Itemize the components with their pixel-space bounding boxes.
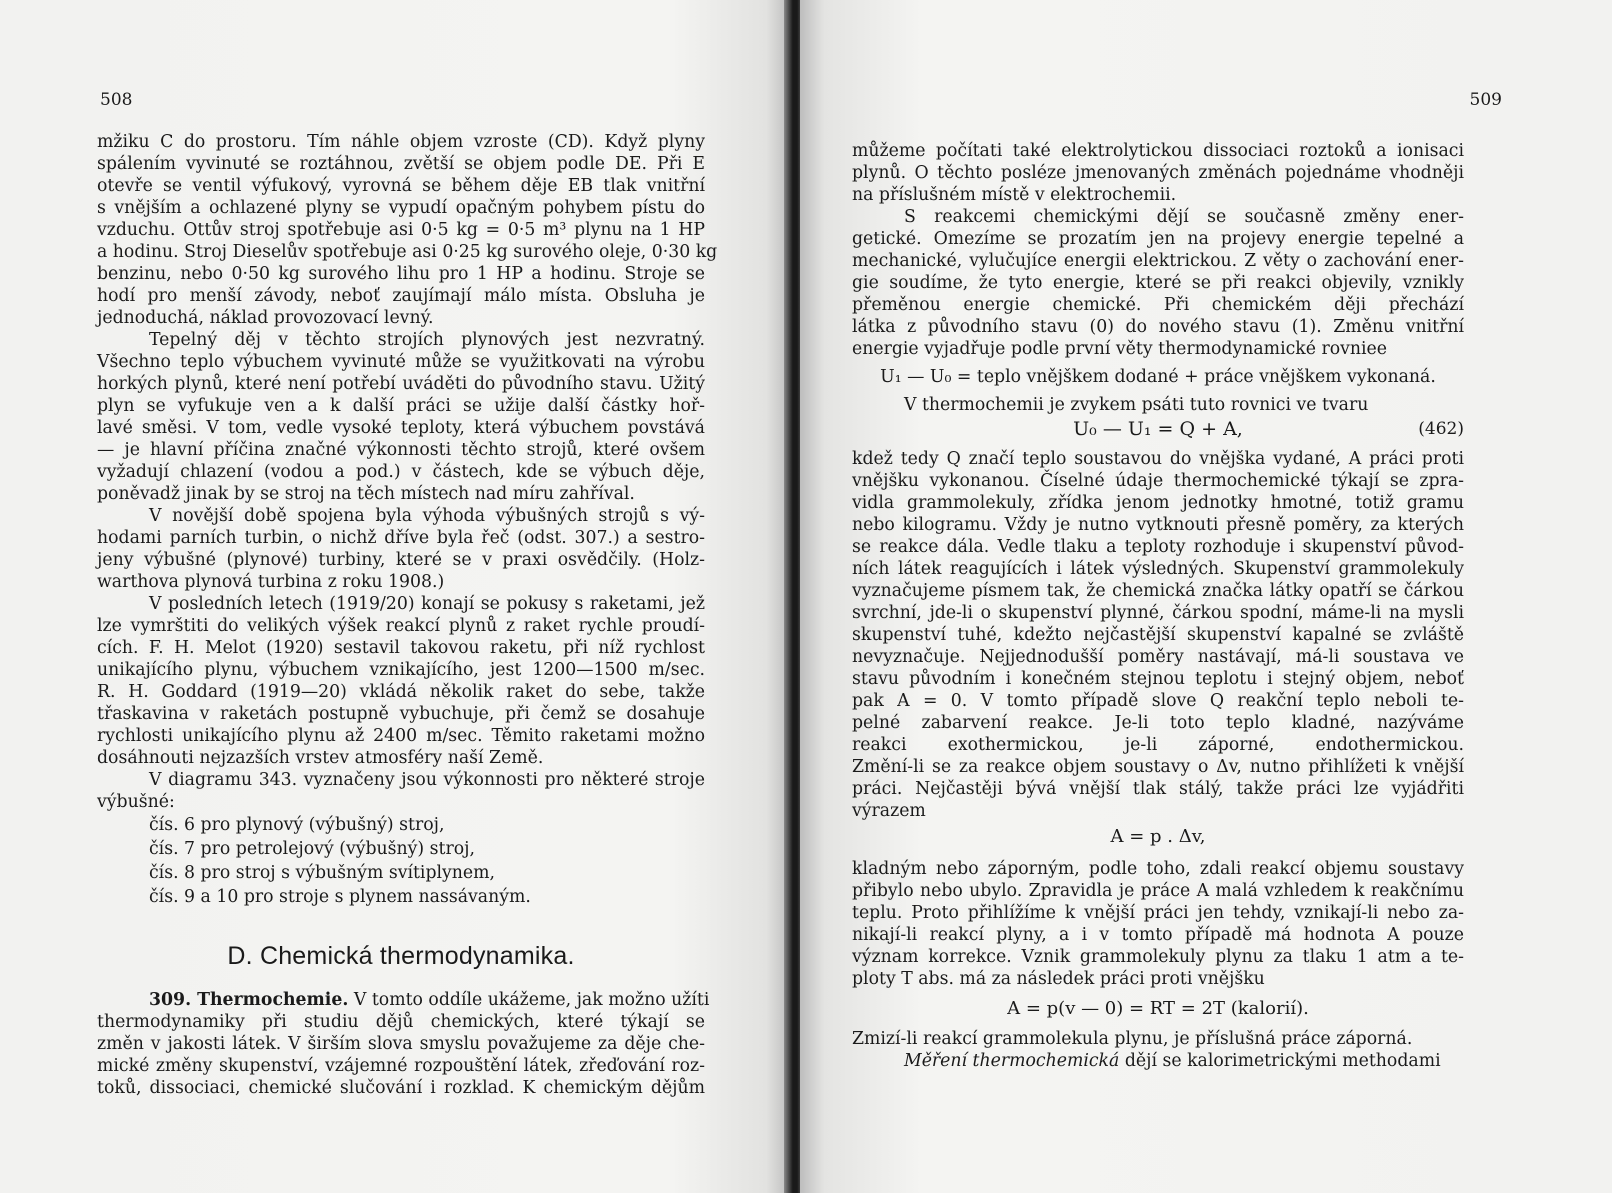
text-line: rychlosti unikajícího plynu až 2400 m/sec. Těmito raketami možno bbox=[97, 726, 705, 746]
text-line: a hodinu. Stroj Dieselův spotřebuje asi 0·25 kg surového oleje, 0·30 kg bbox=[97, 242, 718, 262]
text-line: otevře se ventil výfukový, vyrovná se během děje EB tlak vnitřní bbox=[97, 176, 705, 196]
text-line: V posledních letech (1919/20) konají se pokusy s raketami, jež bbox=[149, 594, 705, 614]
paragraph bbox=[97, 329, 705, 505]
paragraph bbox=[852, 206, 1464, 360]
text-line: warthova plynová turbina z roku 1908.) bbox=[97, 572, 445, 592]
text-line: nevyznačuje. Nejjednodušší poměry nastávají, má-li soustava ve bbox=[852, 647, 1464, 667]
page-number: 508 bbox=[100, 90, 133, 110]
text-line: toků, dissociaci, chemické slučování i rozklad. K chemickým dějům bbox=[97, 1078, 705, 1098]
text-line: stavu původním i konečném stejnou teplotu i stejný objem, neboť bbox=[852, 669, 1464, 689]
text-line: význam korrekce. Vznik grammolekuly plynu za tlaku 1 atm a te- bbox=[852, 947, 1464, 967]
right-page bbox=[800, 0, 1612, 1193]
text-line: mechanické, vylučujíce energii elektrickou. Z věty o zachování ener- bbox=[852, 251, 1464, 271]
equation: U₀ — U₁ = Q + A, bbox=[1073, 418, 1243, 440]
text-line: lavé směsi. V tom, vedle vysoké teploty, která výbuchem povstává bbox=[97, 418, 705, 438]
text-line: na příslušném místě v elektrochemii. bbox=[852, 185, 1177, 205]
paragraph bbox=[97, 505, 705, 593]
text-line: V novější době spojena byla výhoda výbušných strojů s vý- bbox=[149, 506, 705, 526]
text-line: S reakcemi chemickými dějí se současně změny ener- bbox=[904, 207, 1464, 227]
text-line bbox=[97, 989, 710, 1011]
list-item: čís. 8 pro stroj s výbušným svítiplynem, bbox=[149, 863, 496, 883]
text-line: můžeme počítati také elektrolytickou dissociaci roztoků a ionisaci bbox=[852, 141, 1464, 161]
page-number: 509 bbox=[1469, 90, 1502, 110]
text-line: unikajícího plynu, výbuchem vznikajícího, jest 1200—1500 m/sec. bbox=[97, 660, 705, 680]
text-line: hodami parních turbin, o nichž dříve byla řeč (odst. 307.) a sestro- bbox=[97, 528, 705, 548]
text-line: pak A = 0. V tomto případě slove Q reakční teplo neboli te- bbox=[852, 691, 1464, 711]
text-line: změn v jakosti látek. V širším slova smyslu považujeme za děje che- bbox=[97, 1034, 705, 1054]
text-line: vyžadují chlazení (vodou a pod.) v částech, kde se výbuch děje, bbox=[97, 462, 705, 482]
text-line: jednoduchá, náklad provozovací levný. bbox=[97, 308, 434, 328]
engine-list bbox=[97, 813, 705, 909]
text-line: reakci exothermickou, je-li záporné, endothermickou. bbox=[852, 735, 1464, 755]
paragraph bbox=[852, 448, 1464, 822]
right-page-body bbox=[852, 140, 1464, 1072]
paragraph bbox=[97, 131, 718, 329]
text-line: nebo kilogramu. Vždy je nutno vytknouti přesně poměry, za kterých bbox=[852, 515, 1464, 535]
text-line: ploty T abs. má za následek práci proti vnějšku bbox=[852, 969, 1265, 989]
text-line bbox=[852, 1050, 1464, 1072]
text-line: gie soudíme, že tyto energie, které se při reakci objevily, vznikly bbox=[852, 273, 1464, 293]
equation: A = p(v — 0) = RT = 2T (kalorií). bbox=[1007, 998, 1309, 1019]
text-line: thermodynamiky při studiu dějů chemických, které týkají se bbox=[97, 1012, 705, 1032]
text-line: látka z původního stavu (0) do nového stavu (1). Změnu vnitřní bbox=[852, 317, 1464, 337]
text-line: Tepelný děj v těchto strojích plynových jest nezvratný. bbox=[149, 330, 705, 350]
text-line: vzduchu. Ottův stroj spotřebuje asi 0·5 kg = 0·5 m³ plynu na 1 HP bbox=[97, 220, 705, 240]
text-line: hodí pro menší závody, neboť zaujímají málo místa. Obsluha je bbox=[97, 286, 705, 306]
equation-row bbox=[852, 418, 1464, 444]
section-heading: D. Chemická thermodynamika. bbox=[227, 942, 575, 970]
text-line: třaskavina v raketách postupně vybuchuje, při čemž se dosahuje bbox=[97, 704, 705, 724]
equation: A = p . Δv, bbox=[1110, 826, 1206, 847]
text-line: R. H. Goddard (1919—20) vkládá několik raket do sebe, takže bbox=[97, 682, 705, 702]
paragraph bbox=[852, 140, 1464, 206]
paragraph bbox=[97, 593, 705, 769]
text-line: energie vyjadřuje podle první věty thermodynamické rovniee bbox=[852, 339, 1388, 359]
text-line: vnějšku vykonanou. Číselné údaje thermochemické týkají se zpra- bbox=[852, 471, 1464, 491]
text-line: Všechno teplo výbuchem vyvinuté může se využitkovati na výrobu bbox=[97, 352, 705, 372]
text-line: plynů. O těchto posléze jmenovaných změnách pojednáme vhodněji bbox=[852, 163, 1464, 183]
text-line: spálením vyvinuté se roztáhnou, zvětší se objem podle DE. Při E bbox=[97, 154, 705, 174]
text-line: skupenství tuhé, kdežto nejčastější skupenství kapalné se zvláště bbox=[852, 625, 1464, 645]
section-label: 309. Thermochemie. bbox=[149, 990, 349, 1010]
text-line: přeměnou energie chemické. Při chemickém ději přechází bbox=[852, 295, 1464, 315]
text-line: výbušné: bbox=[97, 792, 175, 812]
equation-number: (462) bbox=[1418, 419, 1464, 439]
text-line: lze vymrštiti do velikých výšek reakcí plynů z raket rychle proudí- bbox=[97, 616, 705, 636]
text-line: dosáhnouti nejzazších vrstev atmosféry naší Země. bbox=[97, 748, 544, 768]
equation: U₁ — U₀ = teplo vnějškem dodané + práce vnějškem vykonaná. bbox=[880, 367, 1436, 387]
text-line: vidla grammolekuly, zřídka jenom jednotky hmotné, totiž gramu bbox=[852, 493, 1464, 513]
text-line: jeny výbušné (plynové) turbiny, které se v praxi osvědčily. (Holz- bbox=[97, 550, 705, 570]
paragraph bbox=[97, 769, 705, 813]
left-page bbox=[0, 0, 790, 1193]
text-line: Změní-li se za reakce objem soustavy o Δv, nutno přihlížeti k vnější bbox=[852, 757, 1464, 777]
text-line: — je hlavní příčina značné výkonnosti těchto strojů, které ovšem bbox=[97, 440, 705, 460]
text-line: mžiku C do prostoru. Tím náhle objem vzroste (CD). Když plyny bbox=[97, 132, 705, 152]
text-line: výrazem bbox=[852, 801, 926, 821]
text-line: cích. F. H. Melot (1920) sestavil takovou raketu, při níž rychlost bbox=[97, 638, 705, 658]
text-line: přibylo nebo ubylo. Zpravidla je práce A malá vzhledem k reakčnímu bbox=[852, 881, 1464, 901]
list-item: čís. 6 pro plynový (výbušný) stroj, bbox=[149, 815, 445, 835]
text-line: benzinu, nebo 0·50 kg surového lihu pro 1 HP a hodinu. Stroje se bbox=[97, 264, 705, 284]
text-line: ních látek reagujících i látek výsledných. Skupenství grammolekuly bbox=[852, 559, 1464, 579]
text-line: kdež tedy Q značí teplo soustavou do vnějška vydané, A práci proti bbox=[852, 449, 1464, 469]
text-line: plyn se vyfukuje ven a k další práci se užije další částky hoř- bbox=[97, 396, 705, 416]
text-line: se reakce dála. Vedle tlaku a teploty rozhoduje i skupenství původ- bbox=[852, 537, 1464, 557]
text-line: getické. Omezíme se prozatím jen na projevy energie tepelné a bbox=[852, 229, 1464, 249]
text-line: poněvadž jinak by se stroj na těch místech nad míru zahříval. bbox=[97, 484, 635, 504]
text-line: V thermochemii je zvykem psáti tuto rovnici ve tvaru bbox=[904, 395, 1369, 415]
text-line: horkých plynů, které není potřebí uváděti do původního stavu. Užitý bbox=[97, 374, 705, 394]
text-fragment: dějí se kalorimetrickými methodami bbox=[1119, 1051, 1441, 1071]
list-item: čís. 9 a 10 pro stroje s plynem nassávaným. bbox=[149, 887, 531, 907]
text-line: V diagramu 343. vyznačeny jsou výkonnosti pro některé stroje bbox=[149, 770, 705, 790]
text-line: kladným nebo záporným, podle toho, zdali reakcí objemu soustavy bbox=[852, 859, 1464, 879]
left-page-body bbox=[97, 131, 718, 1099]
text-line: Zmizí-li reakcí grammolekula plynu, je příslušná práce záporná. bbox=[852, 1029, 1413, 1049]
text-line: svrchní, jde-li o skupenství plynné, čárkou spodní, máme-li na mysli bbox=[852, 603, 1464, 623]
text-line: práci. Nejčastěji bývá vnější tlak stálý, takže práci lze vyjádřiti bbox=[852, 779, 1464, 799]
italic-term: Měření thermochemická bbox=[904, 1051, 1120, 1071]
paragraph bbox=[97, 989, 710, 1099]
list-item: čís. 7 pro petrolejový (výbušný) stroj, bbox=[149, 839, 475, 859]
text-line: pelné zabarvení reakce. Je-li toto teplo kladné, nazýváme bbox=[852, 713, 1464, 733]
text-line: vyznačujeme písmem tak, že chemická značka látky opatří se čárkou bbox=[852, 581, 1464, 601]
paragraph bbox=[852, 858, 1464, 990]
text-line: mické změny skupenství, vzájemné rozpouštění látek, zřeďování roz- bbox=[97, 1056, 705, 1076]
text-line: s vnějším a ochlazené plyny se vypudí opačným pohybem pístu do bbox=[97, 198, 705, 218]
section-first-line-text: V tomto oddíle ukážeme, jak možno užíti bbox=[348, 990, 710, 1010]
text-line: nikají-li reakcí plyny, a i v tomto případě má hodnota A pouze bbox=[852, 925, 1464, 945]
text-line: teplu. Proto přihlížíme k vnější práci jen tehdy, vznikají-li nebo za- bbox=[852, 903, 1464, 923]
